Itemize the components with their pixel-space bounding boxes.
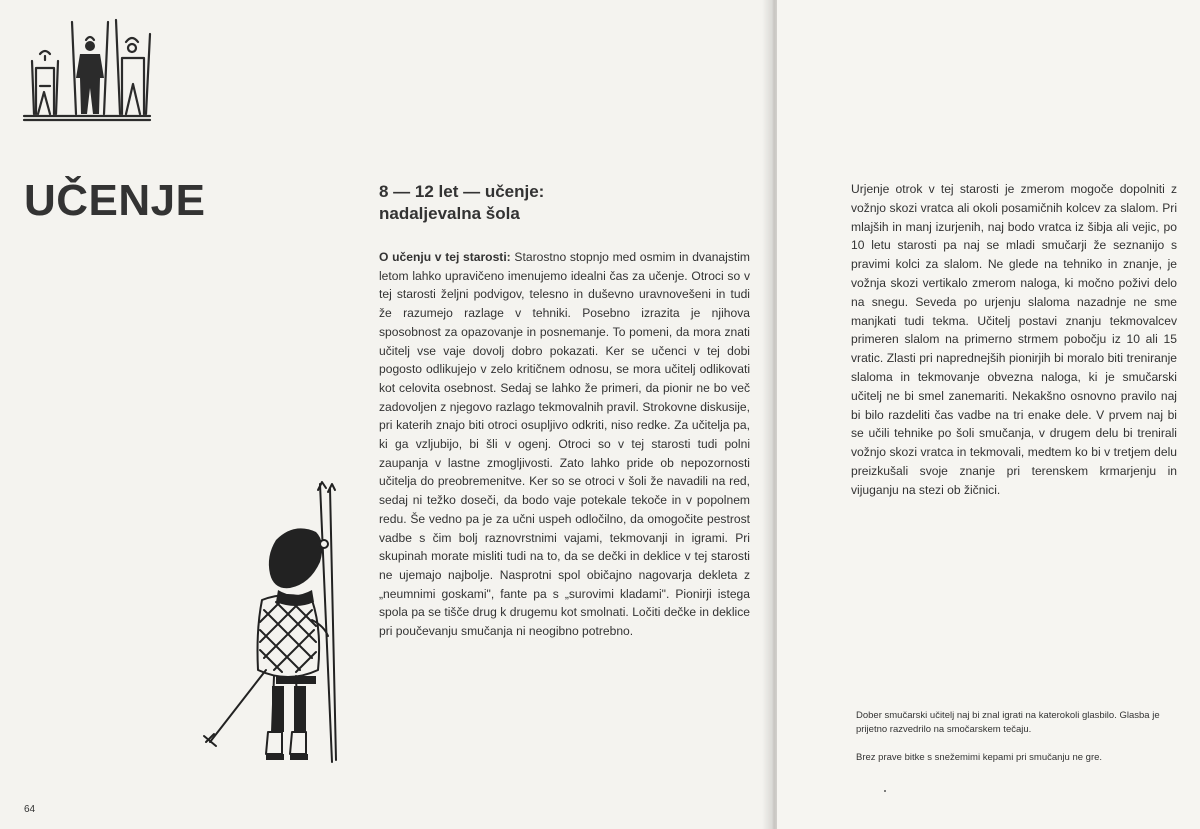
paper-speck [884,790,886,792]
page-number: 64 [24,804,36,815]
main-body-text [379,248,750,641]
family-skiers-logo-icon [22,16,154,124]
section-heading-line-2: nadaljevalna šola [379,204,520,223]
chapter-title: UČENJE [24,176,206,225]
caption-snowballs: Brez prave bitke s snežemimi kepami pri smučanju ne gre. [856,752,1103,763]
section-heading [379,181,759,225]
child-skier-illustration-icon [196,480,356,770]
caption-music: Dober smučarski učitelj naj bi znal igrati na katerokoli glasbilo. Glasba je prijetno razvedrilo na smočarskem tečaju. [856,710,1160,735]
section-heading-line-1: 8 — 12 let — učenje: [379,182,545,201]
right-page [777,0,1200,829]
main-body-paragraph: Starostno stopnjo med osmim in dvanajstim letom lahko upravičeno imenujemo idealni čas za učenje. Otroci so v tej starosti željni podvigov, telesno in duševno uravnovešeni in tudi že razumejo razlage v tehniki. Posebno izrazita je njihova sposobnost za opazovanje in posnemanje. To pomeni, da mora znati učitelj vse vaje dovolj dobro pokazati. Ker se učenci v tej dobi pogosto odlikujejo v zelo kritičnem odnosu, se mora učitelj odlikovati kot celovita osebnost. Sedaj se lahko že primeri, da pionir ne bo več zadovoljen z njegovo razlago tekmovalnih pravil. Strokovne diskusije, pri katerih znajo biti otroci osupljivo odkriti, niso redke. Za učitelja pa, ki ga vzljubijo, bi šli v ogenj. Otroci so v tej starosti tudi polni zaupanja v lastne zmogljivosti. Zato lahko pride ob nepozornosti učitelja do preobremenitve. Ker so se otroci v šoli že navadili na red, sedaj ni težko doseči, da bodo vaje potekale tekoče in v popolnem redu. Še vedno pa je za učni uspeh odločilno, da omogočite pestrost vadbe s čim bolj raznovrstnimi vajami, tekmovanji in igrami. Pri skupinah morate misliti tudi na to, da se dečki in deklice v tej starosti ne ujemajo najbolje. Nasprotni spol običajno nagovarja dekleta z „neumnimi goskami", fante pa s „surovimi kladami". Pionirji istega spola pa se tišče drug k drugemu kot smolnati. Ločiti dečke in deklice pri poučevanju smučanja ni neogibno potrebno. [379,250,750,639]
lead-label: O učenju v tej starosti: [379,250,511,264]
right-body-text: Urjenje otrok v tej starosti je zmerom mogoče dopolniti z vožnjo skozi vratca ali okoli posamičnih kolcev za slalom. Pri mlajših in manj izurjenih, naj bodo vratca iz šibja ali vejic, po 10 letu starosti pa naj se mladi smučarji že seznanijo s pravimi kolci za slalom. Ne glede na tehniko in znanje, je vožnja skozi vertikalo zmerom naloga, ki močno poživi delo na snegu. Seveda po urjenju slaloma nazadnje ne sme manjkati tudi tekma. Učitelj postavi znanju tekmovalcev primeren slalom na primerno strmem pobočju iz 10 ali 15 vratic. Zlasti pri naprednejših pionirjih bi moralo biti treniranje slaloma in tekmovanje obvezna naloga, ki je smučarski učitelj ne bi smel zanemariti. Nekakšno osnovno pravilo naj bi bilo razdeliti čas vadbe na tri enake dele. V prvem naj bi se učili tehnike po šoli smučanja, v drugem delu bi trenirali vožnjo skozi vratca in tekmovali, medtem ko bi v tretjem delu preizkušali svoje znanje pri terenskem krmarjenju in vijuganju na stezi ob žičnici. [851,182,1177,497]
